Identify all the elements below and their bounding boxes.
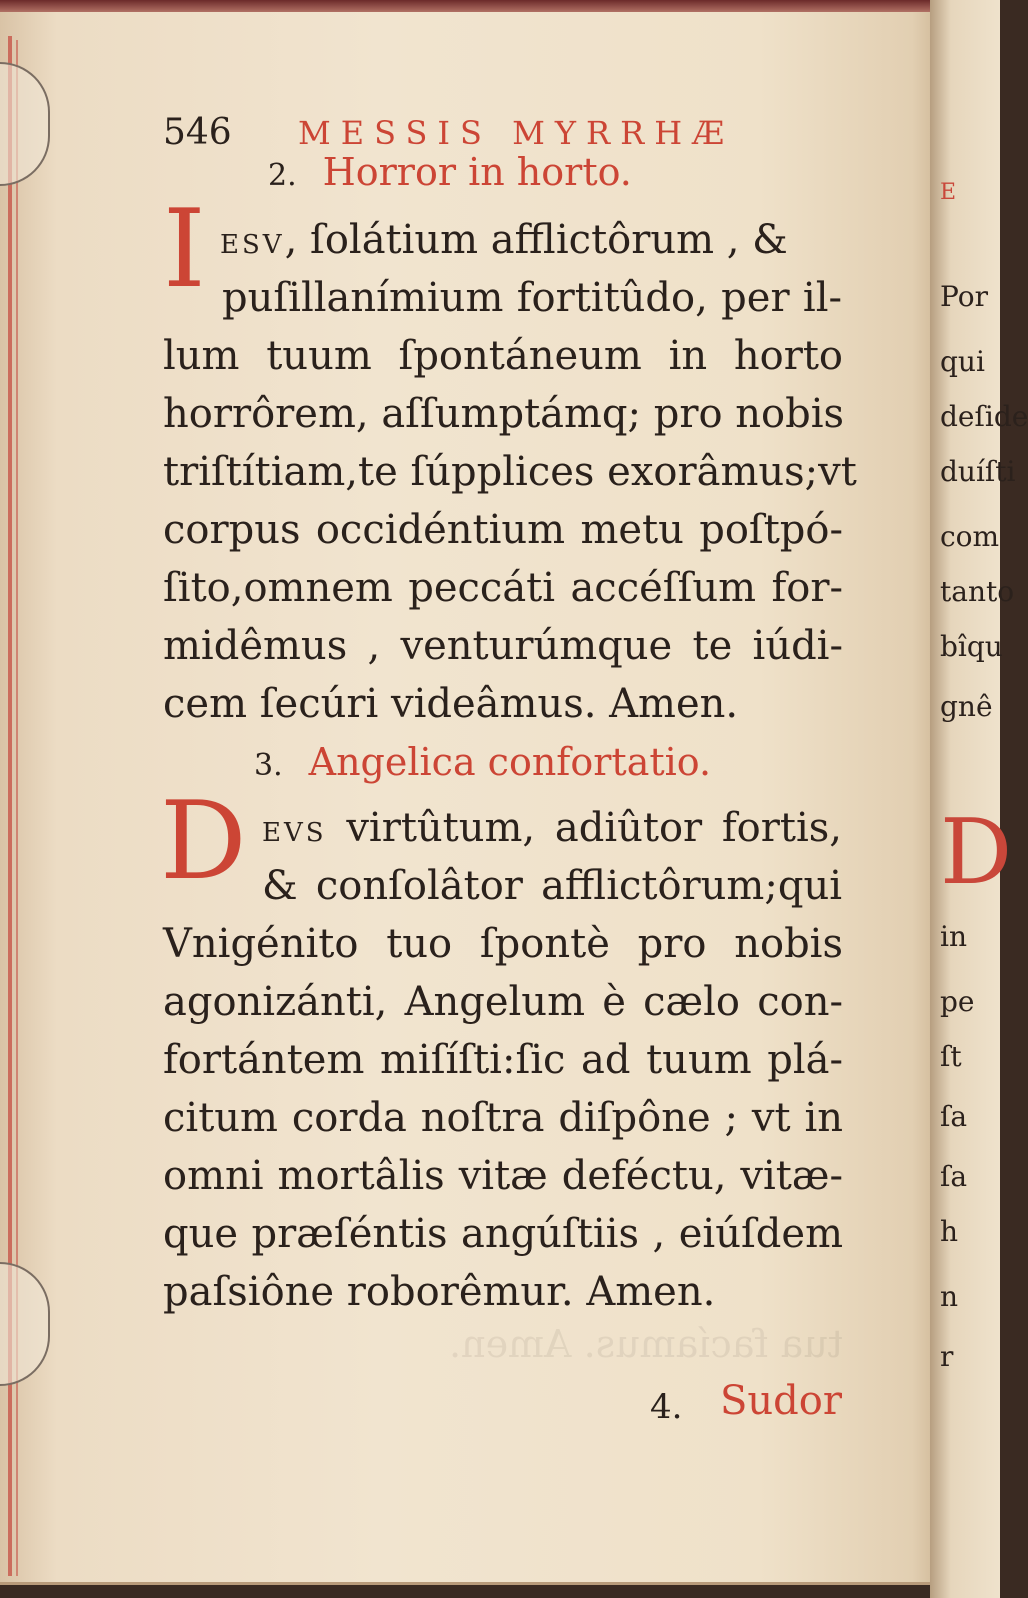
facing-fragment: E	[940, 180, 957, 205]
facing-fragment: in	[940, 920, 967, 953]
facing-fragment: com	[940, 520, 1000, 553]
page-edge-fold-top	[0, 62, 50, 186]
section-heading	[268, 150, 632, 194]
text-line: que præſéntis angúſtiis , eiúſdem	[163, 1211, 843, 1257]
text-line-content: virtûtum, adiûtor fortis,	[346, 805, 842, 851]
facing-fragment: h	[940, 1215, 959, 1248]
facing-fragment: n	[940, 1280, 959, 1313]
text-line: paſsiône roborêmur. Amen.	[163, 1269, 716, 1315]
text-line: lum tuum ſpontáneum in horto	[163, 333, 843, 379]
facing-page-edge	[930, 0, 1028, 1598]
drop-cap: D	[160, 779, 247, 904]
section-number: 3.	[254, 748, 283, 783]
text-line: citum corda noſtra diſpône ; vt in	[163, 1095, 843, 1141]
text-line: corpus occidéntium metu poſtpó-	[163, 507, 843, 553]
text-line: midêmus , venturúmque te iúdi-	[163, 623, 843, 669]
text-line: ſito,omnem peccáti accéſſum for-	[163, 565, 843, 611]
facing-fragment: tanto	[940, 575, 1015, 608]
facing-fragment: ſa	[940, 1100, 968, 1133]
facing-fragment: gnê	[940, 690, 993, 723]
facing-fragment: pe	[940, 985, 975, 1018]
text-line: puſillanímium fortitûdo, per il-	[222, 275, 842, 321]
text-line: triſtítiam,te ſúpplices exorâmus;vt	[163, 449, 857, 495]
facing-fragment: ſt	[940, 1040, 962, 1073]
text-line: cem ſecúri videâmus. Amen.	[163, 681, 739, 727]
show-through-text: tua facíamus. Amen.	[449, 1322, 843, 1366]
text-line: omni mortâlis vitæ deféctu, vitæ-	[163, 1153, 843, 1199]
small-caps-word: EVS	[262, 818, 327, 848]
text-line: fortántem miſíſti:ſic ad tuum plá-	[163, 1037, 843, 1083]
text-line: Vnigénito tuo ſpontè pro nobis	[163, 921, 843, 967]
section-title: Angelica confortatio.	[308, 740, 712, 784]
facing-fragment: r	[940, 1340, 954, 1373]
left-page	[0, 12, 950, 1585]
text-line	[220, 212, 842, 273]
small-caps-word: ESV	[220, 230, 285, 260]
running-head: MESSIS MYRRHÆ	[298, 114, 735, 152]
text-line-content: , ſolátium afflictôrum , &	[284, 217, 788, 263]
text-line: & conſolâtor afflictôrum;qui	[262, 863, 842, 909]
catchword: Sudor	[720, 1378, 842, 1424]
section-number: 2.	[268, 158, 297, 193]
text-line: horrôrem, aſſumptámq; pro nobis	[163, 391, 845, 437]
facing-fragment: ſa	[940, 1160, 968, 1193]
page-edge-fold-bottom	[0, 1262, 50, 1386]
facing-fragment: D	[940, 800, 1013, 905]
text-line: agonizánti, Angelum è cælo con-	[163, 979, 843, 1025]
facing-fragment: Por	[940, 280, 988, 313]
facing-fragment: deſide	[940, 400, 1028, 433]
catchword-number: 4.	[650, 1387, 683, 1427]
text-line	[262, 800, 842, 861]
facing-fragment: qui	[940, 345, 985, 378]
drop-cap: I	[163, 187, 206, 312]
section-heading	[254, 740, 711, 784]
page-number: 546	[163, 112, 232, 153]
facing-fragment: duíſti	[940, 455, 1016, 488]
facing-fragment: bîqu	[940, 630, 1003, 663]
section-title: Horror in horto.	[322, 150, 632, 194]
